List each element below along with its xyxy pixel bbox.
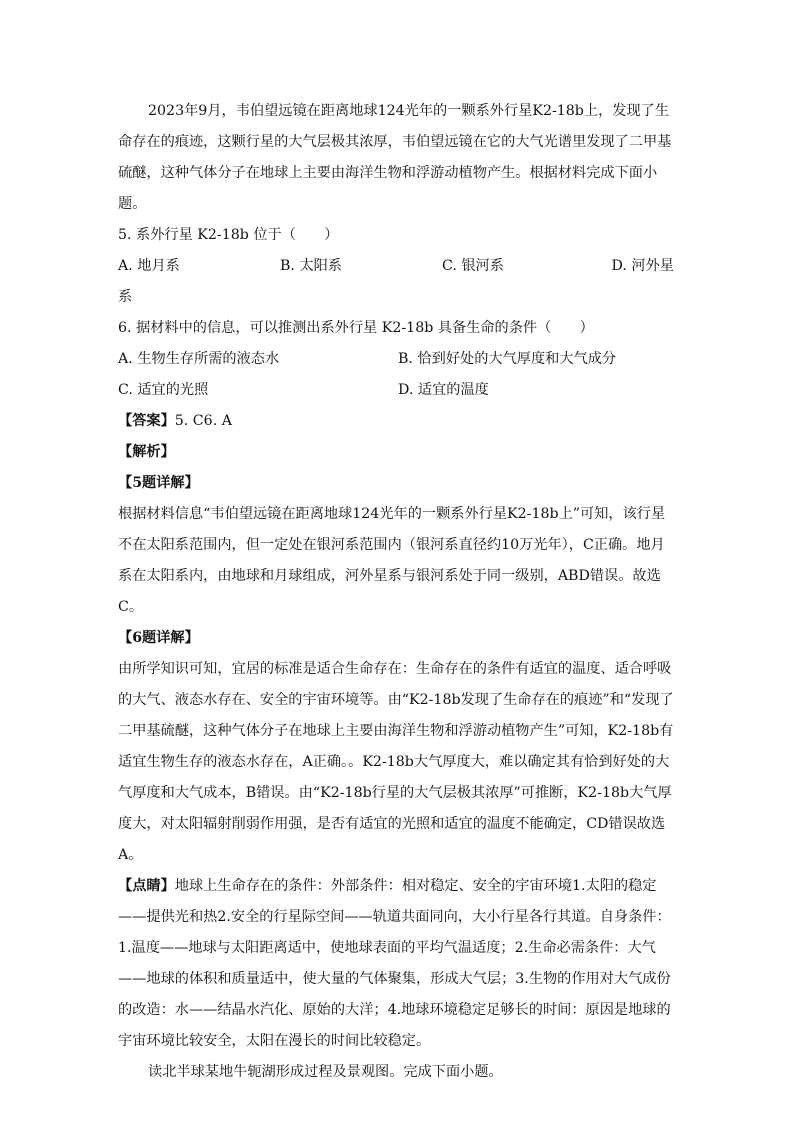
detail-5-text: 根据材料信息“韦伯望远镜在距离地球124光年的一颗系外行星K2-18b上”可知，该行星不在太阳系范围内，但一定处在银河系范围内（银河系直径约10万光年），C正确。地月系在太阳系内，由地球和月球组成，河外星系与银河系处于同一级别，ABD错误。故选C。 [118, 506, 666, 615]
detail-6-text: 由所学知识可知，宜居的标准是适合生命存在：生命存在的条件有适宜的温度、适合呼吸的大气、液态水存在、安全的宇宙环境等。由“K2-18b发现了生命存在的痕迹”和“发现了二甲基硫醚，这种气体分子在地球上主要由海洋生物和浮游动植物产生”可知，K2-18b有适宜生物生存的液态水存在，A正确。。K2-18b大气厚度大，难以确定其有恰到好处的大气厚度和大气成本，B错误。由“K2-18b行星的大气层极其浓厚”可推断，K2-18b大气厚度大，对太阳辐射削弱作用强，是否有适宜的光照和适宜的温度不能确定，CD错误故选A。 [118, 661, 674, 863]
next-section-intro: 读北半球某地牛轭湖形成过程及景观图。完成下面小题。 [148, 1064, 503, 1080]
tip-label: 【点睛】 [118, 878, 175, 894]
question-6-options-row2 [118, 375, 678, 406]
question-5-options [118, 251, 678, 282]
answer-label: 【答案】 [118, 413, 175, 429]
analysis-label: 【解析】 [118, 444, 175, 460]
option-a: A. 地月系 [118, 258, 180, 274]
tip-text: 地球上生命存在的条件：外部条件：相对稳定、安全的宇宙环境1.太阳的稳定——提供光和热2.安全的行星际空间——轨道共面同向，大小行星各行其道。自身条件：1.温度——地球与太阳距离适中，使地球表面的平均气温适度；2.生命必需条件：大气——地球的体积和质量适中，使大量的气体聚集，形成大气层；3.生物的作用对大气成份的改造：水——结晶水汽化、原始的大洋；4.地球环境稳定足够长的时间：原因是地球的宇宙环境比较安全，太阳在漫长的时间比较稳定。 [118, 878, 671, 1049]
detail-5-label: 【5题详解】 [118, 475, 199, 491]
option-d: D. 河外星 [611, 258, 674, 274]
question-6-stem: 6. 据材料中的信息，可以推测出系外行星 K2-18b 具备生命的条件（ ） [118, 320, 594, 336]
option-d-wrap: 系 [118, 289, 133, 305]
option-c: C. 适宜的光照 [118, 382, 209, 398]
option-a: A. 生物生存所需的液态水 [118, 351, 280, 367]
document-page [118, 96, 678, 1088]
tip-paragraph [118, 871, 678, 1057]
answer-line [118, 406, 678, 437]
answer-text: 5. C6. A [174, 413, 232, 429]
option-b: B. 恰到好处的大气厚度和大气成分 [398, 351, 617, 367]
question-6-options-row1 [118, 344, 678, 375]
option-d: D. 适宜的温度 [398, 382, 489, 398]
intro-paragraph: 2023年9月，韦伯望远镜在距离地球124光年的一颗系外行星K2-18b上，发现了生命存在的痕迹，这颗行星的大气层极其浓厚，韦伯望远镜在它的大气光谱里发现了二甲基硫醚，这种气体分子在地球上主要由海洋生物和浮游动植物产生。根据材料完成下面小题。 [118, 103, 672, 212]
detail-6-label: 【6题详解】 [118, 630, 199, 646]
option-c: C. 银河系 [442, 258, 504, 274]
question-5-stem: 5. 系外行星 K2-18b 位于（ ） [118, 227, 339, 243]
option-b: B. 太阳系 [280, 258, 343, 274]
